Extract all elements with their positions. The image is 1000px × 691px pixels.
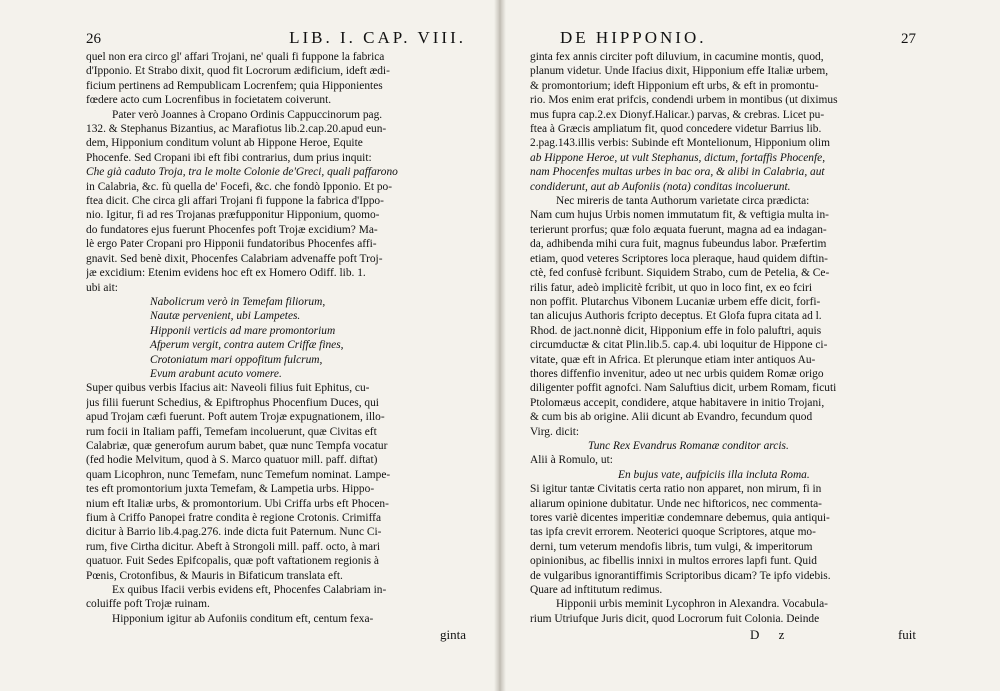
text-line: mus fupra cap.2.ex Dionyf.Halicar.) parvas, & crebras. Licet pu- (530, 108, 825, 121)
text-line: & cum bis ab origine. Alii dicunt ab Evandro, fecundum quod (530, 411, 813, 424)
text-line: 132. & Stephanus Bizantius, ac Marafiotus lib.2.cap.20.apud eun- (86, 123, 387, 136)
left-page (86, 28, 466, 678)
text-line: Pater verò Joannes à Cropano Ordinis Cappuccinorum pag. (112, 108, 383, 121)
text-line: rum focii in Italiam paffi, Temefam incoluerunt, quæ Civitas eft (86, 425, 377, 438)
text-line: nam Phocenfes multas urbes in bac ora, & alibi in Calabria, aut (530, 166, 825, 179)
verse-line: Crotoniatum mari oppofitum fulcrum, (150, 353, 323, 366)
text-line: jæ excidium: Etenim evidens hoc eft ex Homero Odiff. lib. 1. (86, 267, 366, 280)
text-line: de vulgaribus ignorantiffimis Scriptoribus dicam? Te ipfo videbis. (530, 569, 831, 582)
text-line: lè ergo Pater Cropani pro Hipponii fundatoribus Phocenfes affi- (86, 238, 377, 251)
verse-line: Evum arabunt acuto vomere. (150, 367, 282, 380)
text-line: apud Trojam cæfi fuerunt. Poft autem Trojæ expugnationem, illo- (86, 411, 385, 424)
text-line: tas ipfa crevit errorem. Neoterici quoque Scriptores, atque mo- (530, 526, 816, 539)
text-line: ftea dicit. Che circa gli affari Trojani fi fuppone la fabrica d'Ippo- (86, 195, 384, 208)
text-line: etiam, quod veteres Scriptores loca pleraque, haud quidem diftin- (530, 252, 828, 265)
text-line: diligenter poffit agnofci. Nam Saluftius dicit, urbem Romam, ficuti (530, 382, 837, 395)
text-line: Si igitur tantæ Civitatis certa ratio non apparet, non mirum, fi in (530, 483, 822, 496)
text-line: Ptolomæus accepit, condidere, atque habitavere in initio Trojani, (530, 396, 825, 409)
text-line: Alii à Romulo, ut: (530, 454, 613, 467)
verse-line: Nabolicrum verò in Temefam filiorum, (150, 295, 326, 308)
text-line: Hipponii urbis meminit Lycophron in Alexandra. Vocabula- (556, 598, 828, 611)
text-line: aliarum opinione dubitatur. Unde nec hiftoricos, nec commenta- (530, 497, 822, 510)
text-line: ubi ait: (86, 281, 118, 294)
text-line: rium Utriufque Juris dicit, quod Locrorum fuit Colonia. Deinde (530, 612, 820, 625)
text-line: nium eft Italiæ urbs, & promontorium. Ubi Criffa urbs eft Phocen- (86, 497, 389, 510)
left-running-title: LIB. I. CAP. VIII. (289, 28, 466, 47)
left-body-text (86, 50, 466, 626)
right-page (530, 28, 916, 678)
verse-line: En bujus vate, aufpiciis illa incluta Roma. (618, 468, 810, 481)
right-catchword: fuit (897, 627, 916, 643)
text-line: rio. Mos enim erat prifcis, condendi urbem in montibus (ut diximus (530, 94, 838, 107)
text-line: derni, tum veterum mendofis libris, tum vulgi, & imperitorum (530, 540, 813, 553)
text-line: Pœnis, Crotonfibus, & Mauris in Bifaticum translata eft. (86, 569, 343, 582)
verse-line: Afperum vergit, contra autem Criffæ fines, (150, 339, 344, 352)
text-line: ab Hippone Heroe, ut vult Stephanus, dictum, fortaffis Phocenfe, (530, 151, 826, 164)
text-line: Hipponium igitur ab Aufoniis conditum eft, centum fexa- (112, 612, 374, 625)
text-line: do fundatores ejus fuerunt Phocenfes poft Trojæ excidium? Ma- (86, 223, 378, 236)
text-line: & promontorium; ideft Hipponium eft urbs, & eft in promontu- (530, 79, 819, 92)
text-line: gnavit. Sed benè dixit, Phocenfes Calabriam advenaffe poft Troj- (86, 252, 383, 265)
text-line: Phocenfe. Sed Cropani ibi eft fibi contrarius, dum prius inquit: (86, 151, 372, 164)
text-line: terierunt prorfus; quæ folo æquata fuerunt, magna ad ea indagan- (530, 223, 827, 236)
text-line: vitate, quæ eft in Africa. Et plerunque etiam inter antiquos Au- (530, 353, 816, 366)
verse-line: Hipponii verticis ad mare promontorium (150, 324, 336, 337)
text-line: rilis fatur, adeò implicitè fcribit, ut quo in loco fint, ex eo fciri (530, 281, 813, 294)
right-running-title: DE HIPPONIO. (560, 28, 707, 47)
text-line: nio. Igitur, fi ad res Trojanas præfupponitur Hipponium, quomo- (86, 209, 380, 222)
text-line: Virg. dicit: (530, 425, 580, 438)
text-line: quam Licophron, nunc Temefam, nunc Temefum nominat. Lampe- (86, 468, 391, 481)
text-line: quel non era circo gl' affari Trojani, ne' quali fi fuppone la fabrica (86, 51, 385, 63)
text-line: thores diffenfio invenitur, adeo ut nec urbis quidem Romæ origo (530, 367, 824, 380)
text-line: dicitur à Barrio lib.4.pag.276. inde dicta fuit Paternum. Nunc Ci- (86, 526, 382, 539)
text-line: ctè, fed confusè fcribunt. Siquidem Strabo, cum de Petelia, & Ce- (530, 267, 830, 280)
left-catchword: ginta (440, 627, 466, 643)
text-line: Quare ad inftitutum redimus. (530, 584, 663, 597)
verse-line: Tunc Rex Evandrus Romanæ conditor arcis. (588, 439, 789, 452)
verse-line: Nautæ pervenient, ubi Lampetes. (150, 310, 301, 323)
text-line: fœdere acto cum Locrenfibus in focietatem coiverunt. (86, 94, 332, 107)
text-line: quatuor. Fuit Sedes Epifcopalis, quæ poft vaftationem regionis à (86, 555, 379, 568)
text-line: dem, Hipponium conditum volunt ab Hippone Heroe, Equite (86, 137, 363, 150)
text-line: tores variè dicentes imperitiæ condemnare debemus, quia antiqui- (530, 512, 830, 524)
text-line: (fed hodie Melvitum, quod à S. Marco quatuor mill. paff. diftat) (86, 454, 378, 467)
text-line: tes eft promontorium juxta Temefam, & Lampetia urbs. Hippo- (86, 483, 375, 496)
text-line: fium à Criffo Panopei fratre condita è regione Crotonis. Crimiffa (86, 512, 382, 524)
text-line: jus filii fuerunt Schedius, & Epiftrophus Phocenfium Duces, qui (86, 396, 379, 409)
left-catchword-row (86, 627, 466, 643)
text-line: ficium pertinens ad Rempublicam Locrenfem; quia Hipponientes (86, 79, 383, 92)
text-line: rum, five Cirtha dicitur. Abeft à Strongoli mill. paff. octo, à mari (86, 540, 380, 553)
signature-mark: D z (750, 627, 793, 643)
text-line: Ex quibus Ifacii verbis evidens eft, Phocenfes Calabriam in- (112, 584, 387, 597)
text-line: Nam cum hujus Urbis nomen immutatum fit, & veftigia multa in- (530, 209, 829, 222)
text-line: ginta fex annis circiter poft diluvium, in cacumine montis, quod, (530, 51, 824, 63)
text-line: ftea à Græcis ampliatum fit, quod concedere videtur Barrius lib. (530, 123, 822, 136)
text-line: Che già caduto Troja, tra le molte Colonie de'Greci, quali paffarono (86, 166, 398, 179)
text-line: Nec mireris de tanta Authorum varietate circa prædicta: (556, 195, 810, 208)
text-line: da, adhibenda mihi cura fuit, magnus fubeundus labor. Præfertim (530, 238, 827, 251)
right-folio: 27 (901, 31, 916, 47)
text-line: planum videtur. Unde Ifacius dixit, Hipponium effe Italiæ urbem, (530, 65, 829, 78)
text-line: Calabriæ, quæ generofum aurum babet, quæ nunc Tempfa vocatur (86, 439, 388, 452)
book-gutter (494, 0, 506, 691)
right-body-text (530, 50, 916, 626)
right-running-head (530, 28, 916, 48)
text-line: 2.pag.143.illis verbis: Subinde eft Montelionum, Hipponium olim (530, 137, 830, 150)
left-folio: 26 (86, 31, 101, 47)
text-line: condiderunt, aut ab Aufoniis (nota) conditas incoluerunt. (530, 180, 791, 193)
right-signature-row (530, 627, 916, 643)
text-line: opinionibus, ac fibellis innixi in multos errores lapfi funt. Quid (530, 555, 817, 568)
text-line: Super quibus verbis Ifacius ait: Naveoli filius fuit Ephitus, cu- (86, 382, 370, 395)
text-line: coluiffe poft Trojæ ruinam. (86, 598, 210, 611)
text-line: d'Ipponio. Et Strabo dixit, quod fit Locrorum ædificium, ideft ædi- (86, 65, 390, 78)
text-line: non poffit. Plutarchus Vibonem Lucaniæ urbem effe dicit, forfi- (530, 295, 821, 308)
text-line: circumductæ & citat Plin.lib.5. cap.4. ubi loquitur de Hippone ci- (530, 339, 828, 352)
text-line: tan alicujus Authoris fcripto deceptus. Et Glofa fupra citata ad l. (530, 310, 822, 323)
text-line: Rhod. de jact.nonnè dicit, Hipponium effe in folo paluftri, aquis (530, 324, 822, 337)
text-line: in Calabria, &c. fù quella de' Focefi, &c. che fondò Ipponio. Et po- (86, 180, 393, 193)
left-running-head (86, 28, 466, 48)
